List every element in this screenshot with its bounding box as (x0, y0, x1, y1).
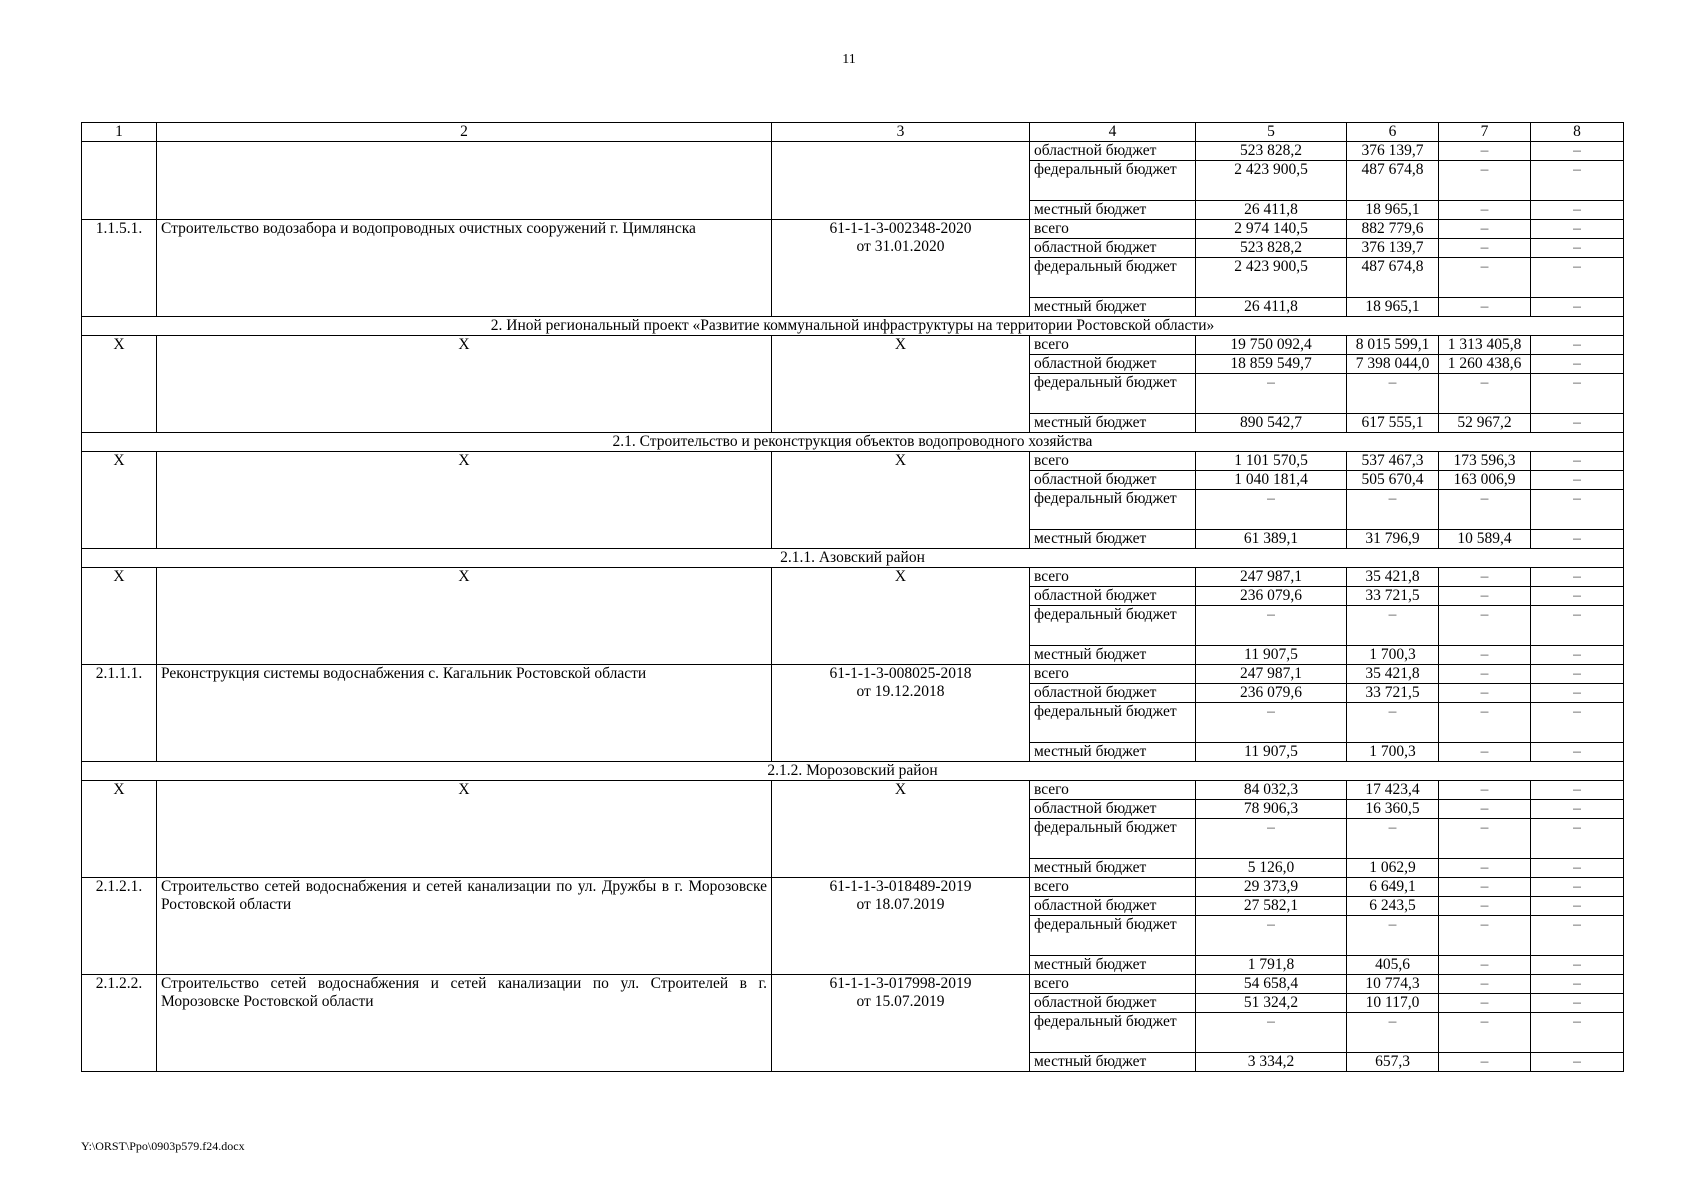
amount-col-8: – (1531, 530, 1624, 549)
table-body (82, 123, 1624, 1072)
amount-col-5: 27 582,1 (1196, 897, 1347, 916)
amount-col-8: – (1531, 220, 1624, 239)
amount-col-6: 31 796,9 (1347, 530, 1439, 549)
amount-col-5: 236 079,6 (1196, 587, 1347, 606)
funding-source: всего (1030, 665, 1196, 684)
funding-source: областной бюджет (1030, 684, 1196, 703)
amount-col-6: – (1347, 606, 1439, 646)
amount-col-7: – (1439, 1053, 1531, 1072)
amount-col-6: 10 117,0 (1347, 994, 1439, 1013)
amount-col-8: – (1531, 994, 1624, 1013)
amount-col-5: 11 907,5 (1196, 646, 1347, 665)
column-number: 6 (1347, 123, 1439, 142)
funding-source: областной бюджет (1030, 142, 1196, 161)
amount-col-6: 33 721,5 (1347, 684, 1439, 703)
amount-col-6: 6 243,5 (1347, 897, 1439, 916)
amount-col-5: 51 324,2 (1196, 994, 1347, 1013)
object-name: X (157, 452, 772, 549)
funding-source: федеральный бюджет (1030, 1013, 1196, 1053)
funding-source: федеральный бюджет (1030, 490, 1196, 530)
amount-col-7: – (1439, 819, 1531, 859)
amount-col-8: – (1531, 646, 1624, 665)
funding-source: федеральный бюджет (1030, 606, 1196, 646)
funding-source: федеральный бюджет (1030, 916, 1196, 956)
expertise-doc: 61-1-1-3-017998-2019 от 15.07.2019 (772, 975, 1030, 1072)
funding-source: федеральный бюджет (1030, 703, 1196, 743)
amount-col-7: – (1439, 665, 1531, 684)
funding-source: федеральный бюджет (1030, 819, 1196, 859)
funding-source: федеральный бюджет (1030, 374, 1196, 414)
column-number: 8 (1531, 123, 1624, 142)
funding-source: областной бюджет (1030, 471, 1196, 490)
amount-col-7: – (1439, 956, 1531, 975)
amount-col-5: 84 032,3 (1196, 781, 1347, 800)
object-name: Строительство сетей водоснабжения и сетей канализации по ул. Дружбы в г. Морозовске Ростовской области (157, 878, 772, 975)
amount-col-7: – (1439, 975, 1531, 994)
amount-col-5: 18 859 549,7 (1196, 355, 1347, 374)
expertise-doc: 61-1-1-3-008025-2018 от 19.12.2018 (772, 665, 1030, 762)
funding-table (81, 122, 1624, 1072)
funding-source: областной бюджет (1030, 897, 1196, 916)
object-row (82, 878, 1624, 897)
amount-col-5: 2 974 140,5 (1196, 220, 1347, 239)
file-path-footer: Y:\ORST\Ppo\0903p579.f24.docx (81, 1139, 245, 1153)
amount-col-5: 236 079,6 (1196, 684, 1347, 703)
amount-col-7: 1 313 405,8 (1439, 336, 1531, 355)
funding-source: местный бюджет (1030, 646, 1196, 665)
amount-col-6: 1 700,3 (1347, 743, 1439, 762)
item-code: X (82, 568, 157, 665)
amount-col-5: 523 828,2 (1196, 142, 1347, 161)
amount-col-8: – (1531, 142, 1624, 161)
funding-source: всего (1030, 452, 1196, 471)
column-number: 3 (772, 123, 1030, 142)
amount-col-5: 54 658,4 (1196, 975, 1347, 994)
amount-col-5: 29 373,9 (1196, 878, 1347, 897)
amount-col-6: 537 467,3 (1347, 452, 1439, 471)
amount-col-8: – (1531, 956, 1624, 975)
amount-col-6: – (1347, 819, 1439, 859)
amount-col-5: – (1196, 606, 1347, 646)
amount-col-8: – (1531, 239, 1624, 258)
item-code: X (82, 452, 157, 549)
amount-col-8: – (1531, 452, 1624, 471)
amount-col-8: – (1531, 684, 1624, 703)
amount-col-8: – (1531, 800, 1624, 819)
page-number: 11 (842, 52, 856, 67)
object-row (82, 220, 1624, 239)
section-row (82, 433, 1624, 452)
amount-col-6: 376 139,7 (1347, 239, 1439, 258)
summary-row (82, 452, 1624, 471)
expertise-doc: X (772, 452, 1030, 549)
funding-source: местный бюджет (1030, 530, 1196, 549)
expertise-doc: X (772, 336, 1030, 433)
funding-source: всего (1030, 220, 1196, 239)
expertise-doc (772, 142, 1030, 220)
object-row (82, 665, 1624, 684)
amount-col-6: – (1347, 374, 1439, 414)
funding-source: всего (1030, 975, 1196, 994)
amount-col-6: 18 965,1 (1347, 298, 1439, 317)
column-number: 5 (1196, 123, 1347, 142)
funding-source: местный бюджет (1030, 743, 1196, 762)
funding-source: всего (1030, 336, 1196, 355)
object-name: X (157, 781, 772, 878)
expertise-doc: X (772, 568, 1030, 665)
object-name: Реконструкция системы водоснабжения с. Кагальник Ростовской области (157, 665, 772, 762)
amount-col-5: 247 987,1 (1196, 568, 1347, 587)
summary-row (82, 781, 1624, 800)
amount-col-7: – (1439, 800, 1531, 819)
amount-col-7: – (1439, 878, 1531, 897)
amount-col-8: – (1531, 606, 1624, 646)
column-number-row (82, 123, 1624, 142)
amount-col-8: – (1531, 916, 1624, 956)
amount-col-6: 405,6 (1347, 956, 1439, 975)
section-title: 2.1.1. Азовский район (82, 549, 1624, 568)
funding-source: областной бюджет (1030, 355, 1196, 374)
amount-col-7: – (1439, 646, 1531, 665)
amount-col-7: – (1439, 220, 1531, 239)
amount-col-6: 8 015 599,1 (1347, 336, 1439, 355)
column-number: 7 (1439, 123, 1531, 142)
amount-col-6: – (1347, 490, 1439, 530)
amount-col-5: 247 987,1 (1196, 665, 1347, 684)
amount-col-5: – (1196, 703, 1347, 743)
amount-col-8: – (1531, 414, 1624, 433)
funding-source: областной бюджет (1030, 239, 1196, 258)
amount-col-6: 617 555,1 (1347, 414, 1439, 433)
item-code (82, 142, 157, 220)
section-row (82, 549, 1624, 568)
amount-col-8: – (1531, 703, 1624, 743)
amount-col-7: – (1439, 587, 1531, 606)
section-row (82, 317, 1624, 336)
object-name: X (157, 568, 772, 665)
amount-col-5: 19 750 092,4 (1196, 336, 1347, 355)
funding-source: федеральный бюджет (1030, 258, 1196, 298)
funding-source: всего (1030, 878, 1196, 897)
funding-source: областной бюджет (1030, 994, 1196, 1013)
amount-col-5: 11 907,5 (1196, 743, 1347, 762)
funding-source: местный бюджет (1030, 859, 1196, 878)
amount-col-5: 1 101 570,5 (1196, 452, 1347, 471)
amount-col-7: – (1439, 916, 1531, 956)
amount-col-7: – (1439, 239, 1531, 258)
amount-col-7: – (1439, 684, 1531, 703)
amount-col-8: – (1531, 490, 1624, 530)
column-number: 4 (1030, 123, 1196, 142)
amount-col-5: 61 389,1 (1196, 530, 1347, 549)
funding-source: областной бюджет (1030, 587, 1196, 606)
amount-col-8: – (1531, 336, 1624, 355)
amount-col-8: – (1531, 298, 1624, 317)
amount-col-7: – (1439, 781, 1531, 800)
amount-col-7: 163 006,9 (1439, 471, 1531, 490)
section-title: 2.1.2. Морозовский район (82, 762, 1624, 781)
amount-col-6: 17 423,4 (1347, 781, 1439, 800)
amount-col-5: 3 334,2 (1196, 1053, 1347, 1072)
funding-source: всего (1030, 568, 1196, 587)
amount-col-5: 26 411,8 (1196, 298, 1347, 317)
amount-col-6: 6 649,1 (1347, 878, 1439, 897)
amount-col-6: 882 779,6 (1347, 220, 1439, 239)
amount-col-7: – (1439, 142, 1531, 161)
amount-col-6: 1 062,9 (1347, 859, 1439, 878)
object-name: X (157, 336, 772, 433)
amount-col-7: – (1439, 859, 1531, 878)
amount-col-8: – (1531, 897, 1624, 916)
amount-col-7: – (1439, 374, 1531, 414)
amount-col-8: – (1531, 878, 1624, 897)
item-code: 2.1.1.1. (82, 665, 157, 762)
summary-row (82, 568, 1624, 587)
amount-col-6: 505 670,4 (1347, 471, 1439, 490)
amount-col-8: – (1531, 568, 1624, 587)
item-code: 2.1.2.2. (82, 975, 157, 1072)
object-name: Строительство водозабора и водопроводных очистных сооружений г. Цимлянска (157, 220, 772, 317)
amount-col-5: 2 423 900,5 (1196, 161, 1347, 201)
amount-col-8: – (1531, 1013, 1624, 1053)
amount-col-7: – (1439, 1013, 1531, 1053)
amount-col-6: 35 421,8 (1347, 665, 1439, 684)
amount-col-6: 1 700,3 (1347, 646, 1439, 665)
amount-col-5: 5 126,0 (1196, 859, 1347, 878)
amount-col-8: – (1531, 201, 1624, 220)
amount-col-5: 890 542,7 (1196, 414, 1347, 433)
column-number: 1 (82, 123, 157, 142)
amount-col-7: – (1439, 606, 1531, 646)
amount-col-6: 657,3 (1347, 1053, 1439, 1072)
column-number: 2 (157, 123, 772, 142)
funding-source: областной бюджет (1030, 800, 1196, 819)
amount-col-8: – (1531, 781, 1624, 800)
amount-col-5: 1 791,8 (1196, 956, 1347, 975)
amount-col-6: 487 674,8 (1347, 161, 1439, 201)
amount-col-7: – (1439, 743, 1531, 762)
amount-col-7: – (1439, 201, 1531, 220)
amount-col-8: – (1531, 1053, 1624, 1072)
continuation-row (82, 142, 1624, 161)
section-row (82, 762, 1624, 781)
amount-col-6: 10 774,3 (1347, 975, 1439, 994)
amount-col-6: 376 139,7 (1347, 142, 1439, 161)
amount-col-5: – (1196, 916, 1347, 956)
amount-col-7: – (1439, 703, 1531, 743)
amount-col-8: – (1531, 665, 1624, 684)
amount-col-7: – (1439, 258, 1531, 298)
amount-col-8: – (1531, 161, 1624, 201)
amount-col-8: – (1531, 374, 1624, 414)
amount-col-7: – (1439, 490, 1531, 530)
amount-col-7: 10 589,4 (1439, 530, 1531, 549)
amount-col-7: 52 967,2 (1439, 414, 1531, 433)
funding-source: местный бюджет (1030, 414, 1196, 433)
amount-col-6: 18 965,1 (1347, 201, 1439, 220)
amount-col-6: – (1347, 703, 1439, 743)
object-name: Строительство сетей водоснабжения и сетей канализации по ул. Строителей в г. Морозовске Ростовской области (157, 975, 772, 1072)
amount-col-8: – (1531, 587, 1624, 606)
amount-col-5: 26 411,8 (1196, 201, 1347, 220)
amount-col-6: 16 360,5 (1347, 800, 1439, 819)
amount-col-6: – (1347, 1013, 1439, 1053)
amount-col-5: – (1196, 374, 1347, 414)
section-title: 2.1. Строительство и реконструкция объектов водопроводного хозяйства (82, 433, 1624, 452)
expertise-doc: 61-1-1-3-002348-2020 от 31.01.2020 (772, 220, 1030, 317)
amount-col-7: – (1439, 298, 1531, 317)
amount-col-8: – (1531, 471, 1624, 490)
item-code: X (82, 336, 157, 433)
expertise-doc: X (772, 781, 1030, 878)
amount-col-5: – (1196, 819, 1347, 859)
amount-col-6: 7 398 044,0 (1347, 355, 1439, 374)
amount-col-7: 173 596,3 (1439, 452, 1531, 471)
amount-col-8: – (1531, 819, 1624, 859)
funding-source: всего (1030, 781, 1196, 800)
funding-source: федеральный бюджет (1030, 161, 1196, 201)
amount-col-6: 487 674,8 (1347, 258, 1439, 298)
summary-row (82, 336, 1624, 355)
amount-col-6: – (1347, 916, 1439, 956)
amount-col-5: 1 040 181,4 (1196, 471, 1347, 490)
object-row (82, 975, 1624, 994)
amount-col-8: – (1531, 859, 1624, 878)
item-code: 1.1.5.1. (82, 220, 157, 317)
funding-source: местный бюджет (1030, 956, 1196, 975)
amount-col-7: – (1439, 568, 1531, 587)
funding-source: местный бюджет (1030, 201, 1196, 220)
item-code: 2.1.2.1. (82, 878, 157, 975)
amount-col-7: – (1439, 161, 1531, 201)
amount-col-6: 35 421,8 (1347, 568, 1439, 587)
amount-col-8: – (1531, 258, 1624, 298)
funding-source: местный бюджет (1030, 1053, 1196, 1072)
amount-col-8: – (1531, 743, 1624, 762)
amount-col-7: – (1439, 897, 1531, 916)
section-title: 2. Иной региональный проект «Развитие коммунальной инфраструктуры на территории Ростовской области» (82, 317, 1624, 336)
amount-col-5: 2 423 900,5 (1196, 258, 1347, 298)
object-name (157, 142, 772, 220)
amount-col-8: – (1531, 355, 1624, 374)
amount-col-5: 78 906,3 (1196, 800, 1347, 819)
amount-col-6: 33 721,5 (1347, 587, 1439, 606)
amount-col-7: – (1439, 994, 1531, 1013)
expertise-doc: 61-1-1-3-018489-2019 от 18.07.2019 (772, 878, 1030, 975)
amount-col-8: – (1531, 975, 1624, 994)
amount-col-7: 1 260 438,6 (1439, 355, 1531, 374)
amount-col-5: – (1196, 1013, 1347, 1053)
amount-col-5: 523 828,2 (1196, 239, 1347, 258)
funding-source: местный бюджет (1030, 298, 1196, 317)
item-code: X (82, 781, 157, 878)
amount-col-5: – (1196, 490, 1347, 530)
